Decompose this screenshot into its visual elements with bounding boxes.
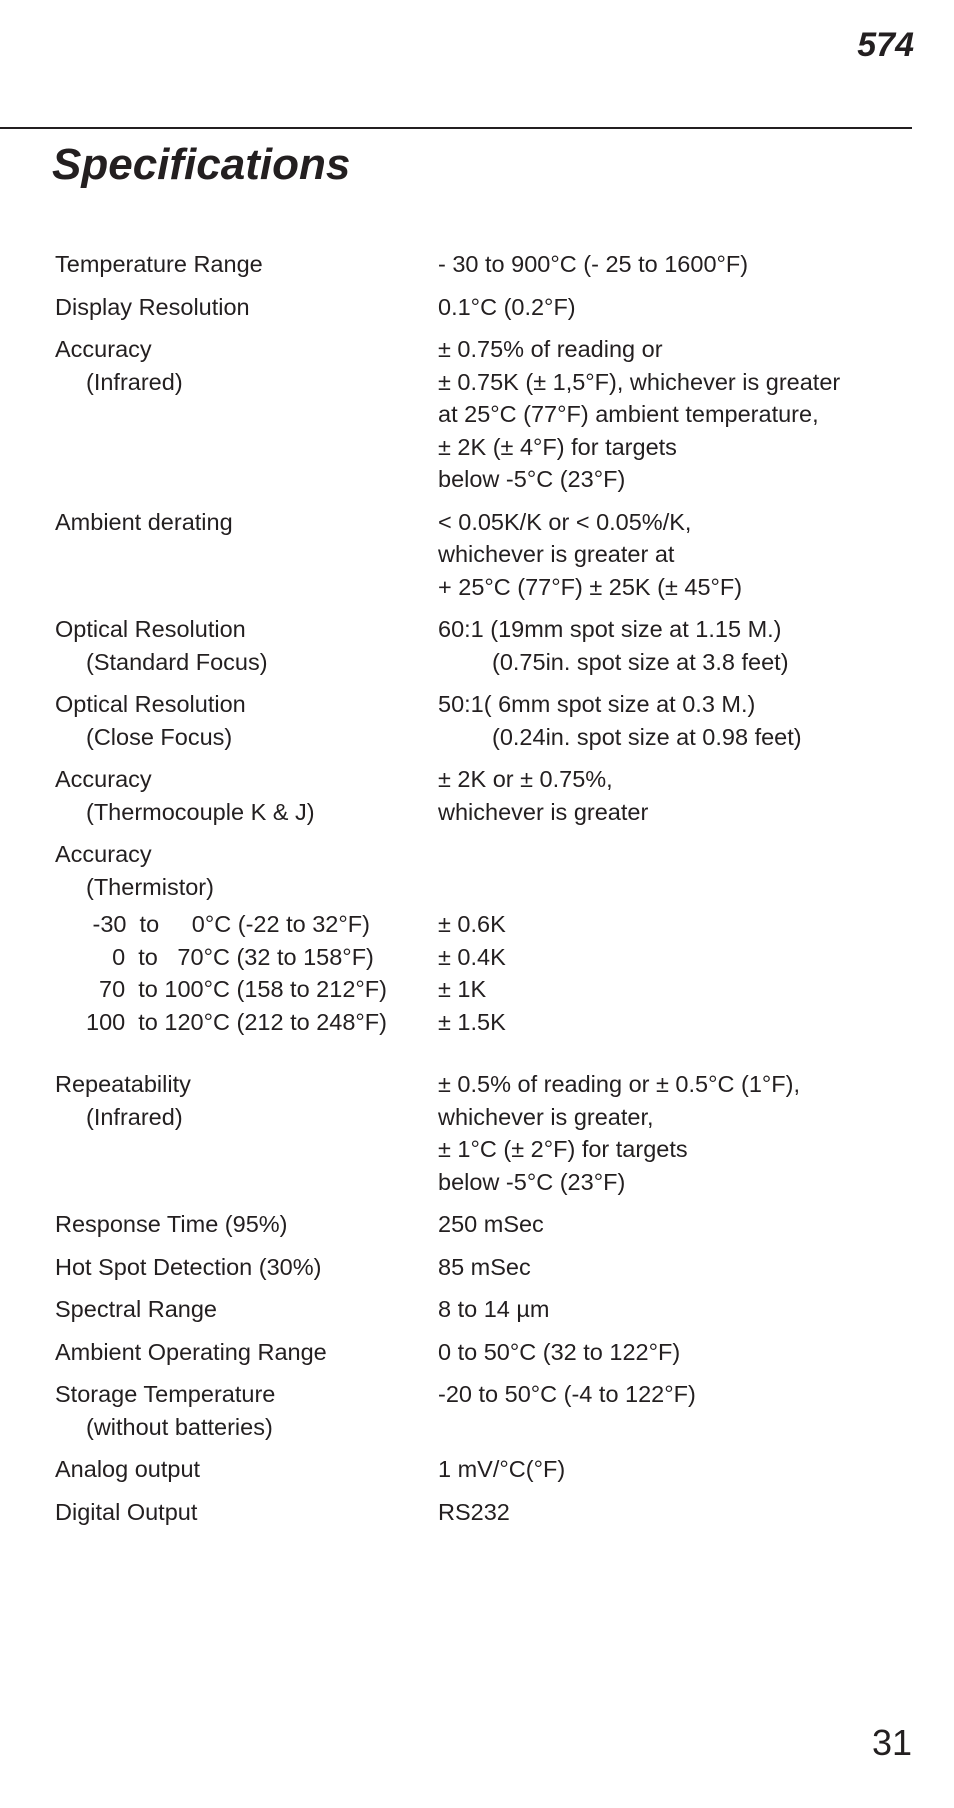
thermistor-range: -30 to 0°C (-22 to 32°F) <box>86 911 370 937</box>
spec-value: -20 to 50°C (-4 to 122°F) <box>438 1381 696 1407</box>
spec-value: + 25°C (77°F) ± 25K (± 45°F) <box>438 573 743 600</box>
spec-value: ± 1°C (± 2°F) for targets <box>438 1136 688 1162</box>
spec-row-storage-temperature <box>55 1378 915 1443</box>
spec-label: Accuracy <box>55 841 152 867</box>
header-rule <box>0 127 912 129</box>
spec-value: whichever is greater at <box>438 541 675 567</box>
page-number: 31 <box>871 1722 912 1763</box>
thermistor-row <box>55 973 915 1006</box>
spec-sublabel: (Standard Focus) <box>86 648 268 675</box>
spec-label: Storage Temperature <box>55 1381 276 1407</box>
thermistor-value: ± 1.5K <box>438 1008 506 1035</box>
thermistor-row <box>55 941 915 974</box>
spec-label: Accuracy <box>55 766 152 792</box>
thermistor-range: 100 to 120°C (212 to 248°F) <box>86 1008 387 1035</box>
spec-row-analog-output <box>55 1453 915 1486</box>
spec-label: Optical Resolution <box>55 616 246 642</box>
thermistor-row <box>55 1006 915 1039</box>
spec-label: Digital Output <box>55 1498 198 1525</box>
spec-label: Temperature Range <box>55 251 263 277</box>
thermistor-value: ± 0.6K <box>438 911 506 937</box>
spec-value: 60:1 (19mm spot size at 1.15 M.) <box>438 616 782 642</box>
spec-value: 250 mSec <box>438 1211 544 1237</box>
spec-sublabel: (without batteries) <box>86 1413 273 1440</box>
specifications-table <box>55 248 915 1528</box>
spec-row-ambient-derating <box>55 506 915 604</box>
spec-value: whichever is greater <box>438 798 649 825</box>
spec-value: below -5°C (23°F) <box>438 466 626 492</box>
page-title: Specifications <box>52 140 351 189</box>
spec-row-display-resolution <box>55 291 915 324</box>
spec-label: Spectral Range <box>55 1296 217 1322</box>
spec-row-hot-spot-detection <box>55 1251 915 1284</box>
spec-value: 0 to 50°C (32 to 122°F) <box>438 1338 681 1365</box>
spec-value: ± 0.75% of reading or <box>438 336 663 362</box>
spec-value: 85 mSec <box>438 1253 531 1280</box>
spec-value: below -5°C (23°F) <box>438 1168 626 1195</box>
spec-row-ambient-operating-range <box>55 1336 915 1369</box>
thermistor-range: 70 to 100°C (158 to 212°F) <box>86 976 387 1002</box>
thermistor-row <box>55 908 915 941</box>
spec-row-response-time <box>55 1208 915 1241</box>
spec-value: RS232 <box>438 1498 510 1525</box>
spec-value: ± 2K (± 4°F) for targets <box>438 433 677 460</box>
spec-row-accuracy-thermocouple <box>55 763 915 828</box>
thermistor-value: ± 1K <box>438 976 487 1002</box>
spec-value: 1 mV/°C(°F) <box>438 1456 566 1482</box>
spec-value: < 0.05K/K or < 0.05%/K, <box>438 508 692 535</box>
thermistor-range: 0 to 70°C (32 to 158°F) <box>86 943 374 970</box>
spec-value: (0.24in. spot size at 0.98 feet) <box>492 723 802 750</box>
spec-value: at 25°C (77°F) ambient temperature, <box>438 401 819 427</box>
spec-label: Ambient derating <box>55 508 233 535</box>
spec-row-accuracy-thermistor <box>55 838 915 903</box>
spec-value: ± 2K or ± 0.75%, <box>438 766 613 792</box>
spec-label: Ambient Operating Range <box>55 1338 327 1365</box>
spec-value: 8 to 14 µm <box>438 1296 550 1322</box>
thermistor-value: ± 0.4K <box>438 943 506 970</box>
spec-value: 50:1( 6mm spot size at 0.3 M.) <box>438 691 756 717</box>
spec-label: Display Resolution <box>55 293 250 320</box>
spec-row-digital-output <box>55 1496 915 1529</box>
spec-sublabel: (Thermocouple K & J) <box>86 798 315 825</box>
spec-sublabel: (Infrared) <box>86 368 183 395</box>
spec-label: Accuracy <box>55 336 152 362</box>
model-number: 574 <box>857 26 914 64</box>
spec-label: Hot Spot Detection (30%) <box>55 1253 322 1280</box>
spec-value: 0.1°C (0.2°F) <box>438 293 576 320</box>
spec-sublabel: (Close Focus) <box>86 723 233 750</box>
spec-label: Response Time (95%) <box>55 1211 288 1237</box>
spec-sublabel: (Infrared) <box>86 1103 183 1130</box>
spec-row-optical-resolution-standard <box>55 613 915 678</box>
spec-sublabel: (Thermistor) <box>86 873 214 900</box>
spec-value: - 30 to 900°C (- 25 to 1600°F) <box>438 251 749 277</box>
spec-label: Optical Resolution <box>55 691 246 717</box>
spec-value: ± 0.75K (± 1,5°F), whichever is greater <box>438 368 841 395</box>
spec-value: whichever is greater, <box>438 1103 654 1130</box>
spec-row-repeatability <box>55 1068 915 1198</box>
spec-label: Repeatability <box>55 1071 191 1097</box>
spec-row-temperature-range <box>55 248 915 281</box>
spec-row-spectral-range <box>55 1293 915 1326</box>
spec-row-accuracy-infrared <box>55 333 915 496</box>
spec-value: ± 0.5% of reading or ± 0.5°C (1°F), <box>438 1071 800 1097</box>
spec-value: (0.75in. spot size at 3.8 feet) <box>492 648 789 675</box>
spec-row-optical-resolution-close <box>55 688 915 753</box>
spec-label: Analog output <box>55 1456 201 1482</box>
